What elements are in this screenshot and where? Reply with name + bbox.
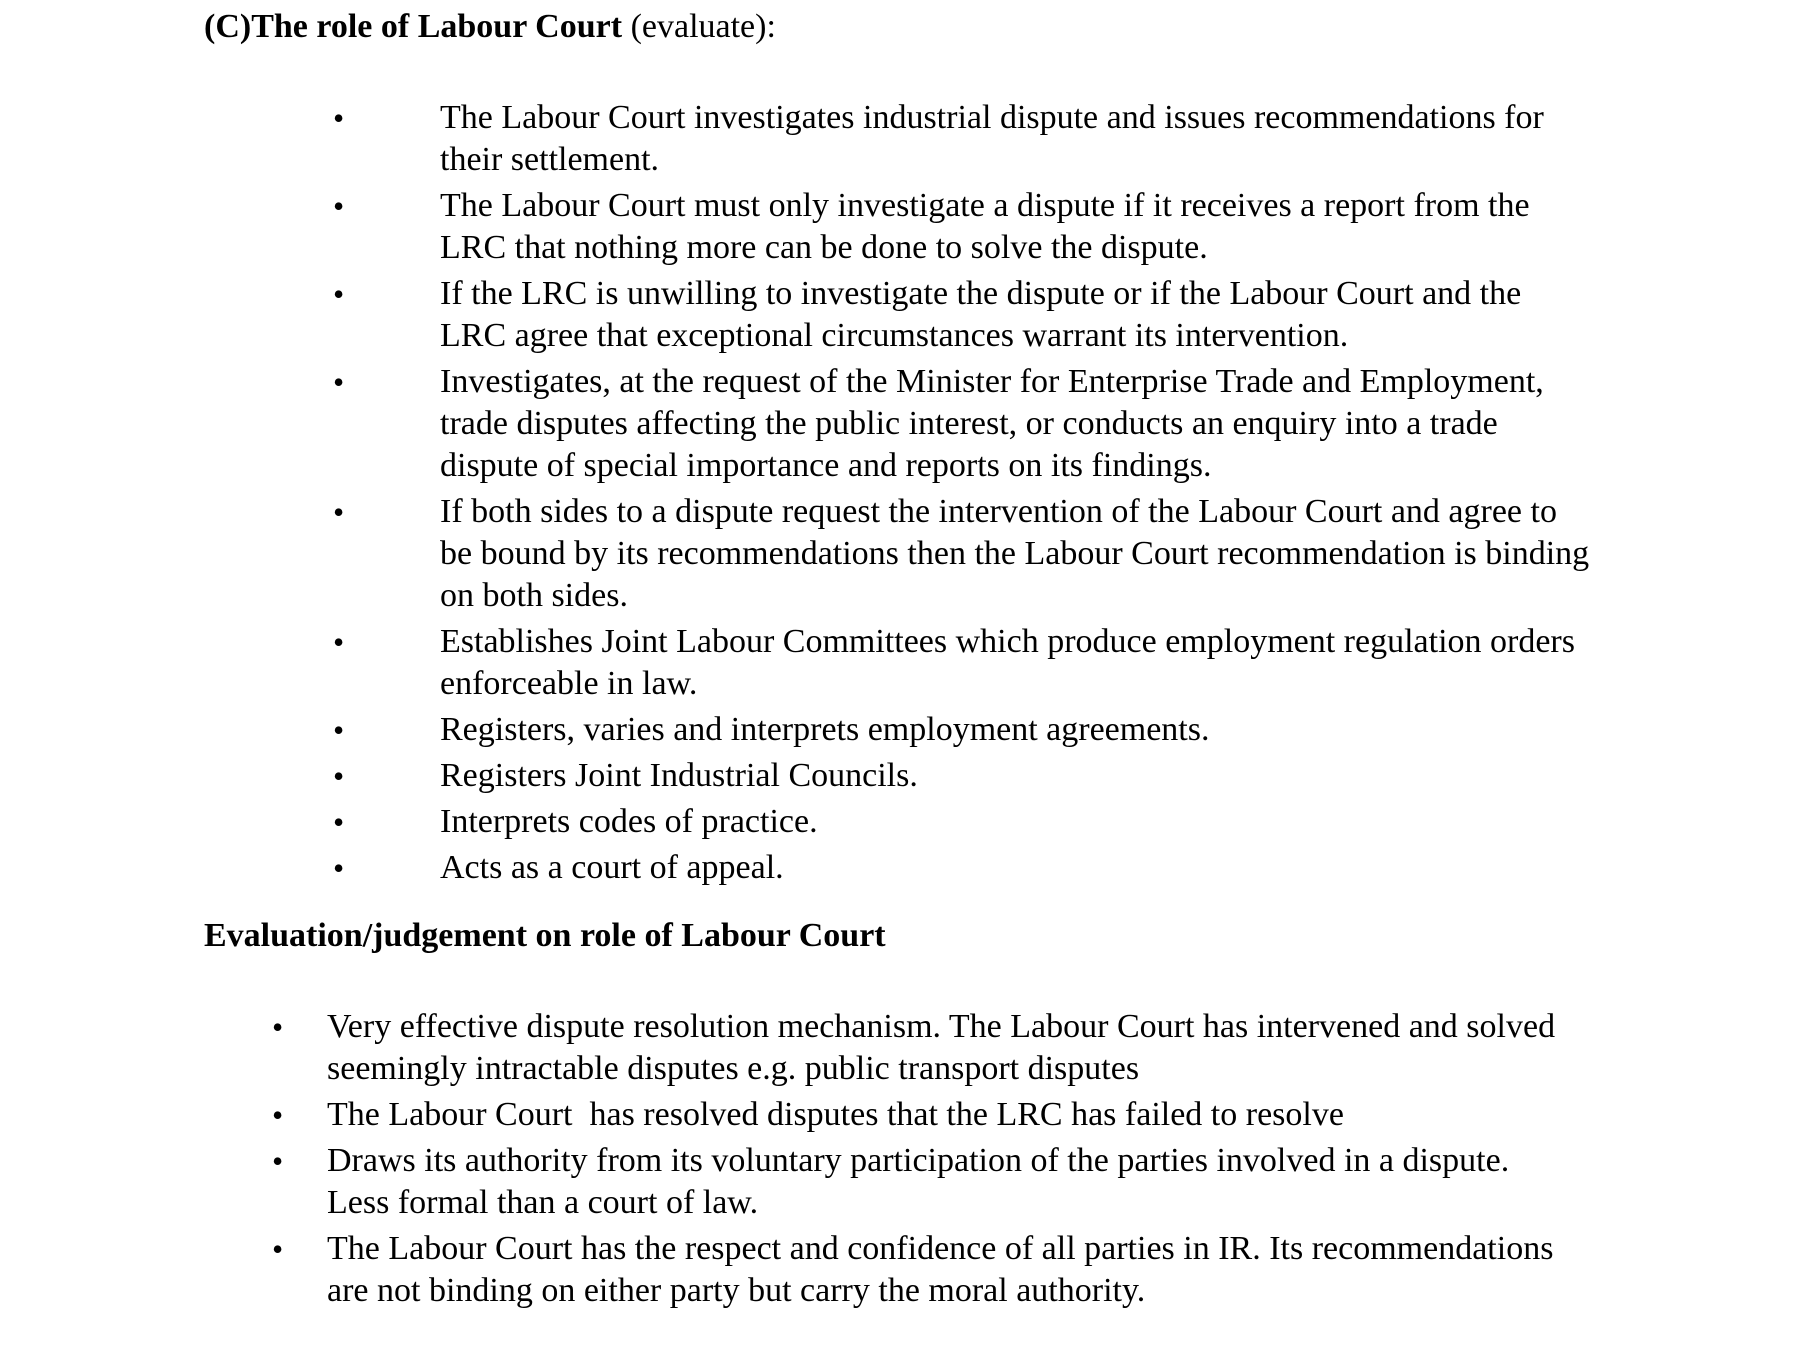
section-heading-suffix: (evaluate): bbox=[622, 8, 776, 45]
bullet-icon: • bbox=[333, 100, 345, 136]
bullet-icon: • bbox=[333, 364, 345, 400]
bullet-icon: • bbox=[333, 758, 345, 794]
bullet-icon: • bbox=[272, 1097, 284, 1133]
list-item-text: Acts as a court of appeal. bbox=[440, 849, 784, 886]
evaluation-heading: Evaluation/judgement on role of Labour Court bbox=[204, 917, 886, 954]
bullet-icon: • bbox=[333, 494, 345, 530]
list-item bbox=[333, 273, 1818, 357]
list-item-text: Registers, varies and interprets employment agreements. bbox=[440, 711, 1210, 748]
bullet-icon: • bbox=[333, 624, 345, 660]
list-item bbox=[333, 709, 1818, 751]
bullet-icon: • bbox=[333, 850, 345, 886]
list-item-text: Establishes Joint Labour Committees which produce employment regulation orders enforceable in law. bbox=[440, 623, 1584, 702]
list-item-text: The Labour Court must only investigate a dispute if it receives a report from the LRC that nothing more can be done to solve the dispute. bbox=[440, 187, 1539, 266]
bullet-icon: • bbox=[333, 188, 345, 224]
bullet-icon: • bbox=[333, 804, 345, 840]
evaluation-bullet-list bbox=[204, 1006, 1818, 1312]
list-item-text: Very effective dispute resolution mechanism. The Labour Court has intervened and solved seemingly intractable disputes e.g. public transport disputes bbox=[327, 1008, 1564, 1087]
list-item-text: The Labour Court investigates industrial dispute and issues recommendations for their settlement. bbox=[440, 99, 1553, 178]
list-item bbox=[333, 97, 1818, 181]
bullet-icon: • bbox=[272, 1231, 284, 1267]
list-item bbox=[272, 1140, 1818, 1224]
list-item bbox=[333, 491, 1818, 617]
bullet-icon: • bbox=[272, 1009, 284, 1045]
list-item bbox=[333, 361, 1818, 487]
list-item-text: If the LRC is unwilling to investigate the dispute or if the Labour Court and the LRC agree that exceptional circumstances warrant its intervention. bbox=[440, 275, 1530, 354]
list-item-text: Investigates, at the request of the Minister for Enterprise Trade and Employment, trade disputes affecting the public interest, or conducts an enquiry into a trade dispute of special importance and reports on its findings. bbox=[440, 363, 1553, 484]
list-item bbox=[272, 1094, 1818, 1136]
list-item-text: Draws its authority from its voluntary participation of the parties involved in a dispute. Less formal than a court of law. bbox=[327, 1142, 1518, 1221]
list-item bbox=[333, 847, 1818, 889]
section-heading bbox=[204, 6, 1818, 48]
list-item bbox=[333, 755, 1818, 797]
bullet-icon: • bbox=[333, 712, 345, 748]
list-item bbox=[272, 1228, 1818, 1312]
list-item bbox=[272, 1006, 1818, 1090]
list-item bbox=[333, 621, 1818, 705]
list-item-text: If both sides to a dispute request the intervention of the Labour Court and agree to be bound by its recommendations then the Labour Court recommendation is binding on both sides. bbox=[440, 493, 1598, 614]
list-item bbox=[333, 185, 1818, 269]
bullet-icon: • bbox=[333, 276, 345, 312]
bullet-icon: • bbox=[272, 1143, 284, 1179]
list-item-text: Registers Joint Industrial Councils. bbox=[440, 757, 918, 794]
list-item-text: The Labour Court has the respect and confidence of all parties in IR. Its recommendations are not binding on either party but carry the moral authority. bbox=[327, 1230, 1562, 1309]
list-item-text: Interprets codes of practice. bbox=[440, 803, 818, 840]
list-item bbox=[333, 801, 1818, 843]
role-bullet-list bbox=[204, 97, 1818, 889]
section-heading-bold: (C)The role of Labour Court bbox=[204, 8, 623, 45]
list-item-text: The Labour Court has resolved disputes that the LRC has failed to resolve bbox=[327, 1096, 1344, 1133]
